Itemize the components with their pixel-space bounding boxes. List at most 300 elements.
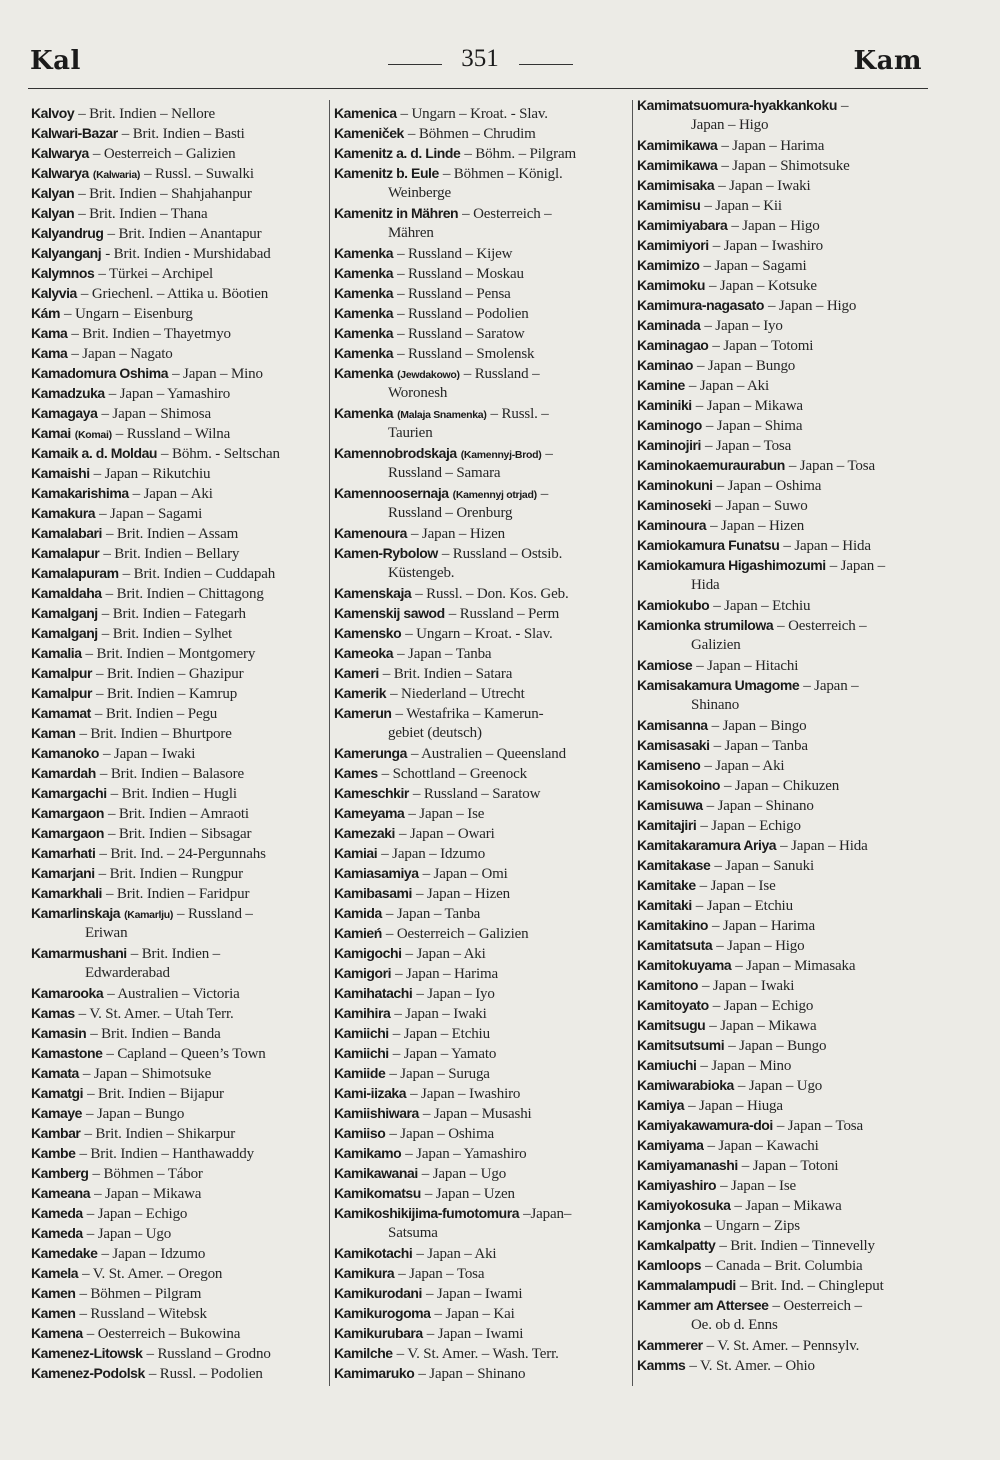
entry-name: Kamadomura Oshima xyxy=(31,365,169,381)
entry-location: – Niederland – Utrecht xyxy=(390,686,525,702)
entry-location: – Japan – Bingo xyxy=(711,718,807,734)
gazetteer-entry xyxy=(31,223,326,243)
gazetteer-entry xyxy=(31,823,326,843)
entry-line xyxy=(334,1003,628,1023)
entry-location: – Japan – Echigo xyxy=(700,818,801,834)
gazetteer-entry xyxy=(31,663,326,683)
entry-line xyxy=(637,1035,929,1055)
entry-name: Kamaldaha xyxy=(31,585,102,601)
gazetteer-entry xyxy=(31,1183,326,1203)
gazetteer-entry xyxy=(637,915,929,935)
entry-location: – Japan – Totoni xyxy=(741,1158,839,1174)
gazetteer-entry xyxy=(334,243,628,263)
gazetteer-entry xyxy=(334,1203,628,1243)
entry-name: Kamimiyabara xyxy=(637,217,728,233)
gazetteer-entry xyxy=(31,783,326,803)
gazetteer-entry xyxy=(637,455,929,475)
gazetteer-entry xyxy=(637,375,929,395)
entry-name: Kamerun xyxy=(334,705,392,721)
entry-location: – Japan – Hizen xyxy=(415,886,510,902)
entry-name: Kamen xyxy=(31,1305,76,1321)
entry-line xyxy=(637,255,929,275)
entry-name: Kalymnos xyxy=(31,265,95,281)
gazetteer-entry xyxy=(637,1155,929,1175)
entry-location: – Brit. Indien – Chittagong xyxy=(105,586,264,602)
entry-name: Kamenitz a. d. Linde xyxy=(334,145,461,161)
gazetteer-entry xyxy=(637,735,929,755)
gazetteer-entry xyxy=(334,263,628,283)
gazetteer-entry xyxy=(637,655,929,675)
entry-line xyxy=(334,803,628,823)
entry-line xyxy=(31,1243,326,1263)
entry-line xyxy=(637,615,929,635)
entry-line xyxy=(334,523,628,543)
entry-line xyxy=(334,643,628,663)
entry-name: Kames xyxy=(334,765,378,781)
entry-location: – Australien – Queensland xyxy=(410,746,566,762)
gazetteer-entry xyxy=(637,435,929,455)
entry-location: – Japan – Nagato xyxy=(71,346,173,362)
entry-line xyxy=(31,383,326,403)
entry-location: – Oesterreich – xyxy=(777,618,867,634)
entry-name: Kamenka xyxy=(334,245,394,261)
gazetteer-entry xyxy=(334,523,628,543)
gazetteer-entry xyxy=(637,895,929,915)
entry-alt-name: (Jewdakowo) xyxy=(397,369,460,381)
entry-name: Kameri xyxy=(334,665,379,681)
entry-name: Kamarkhali xyxy=(31,885,102,901)
entry-location: – Brit. Indien – Ghazipur xyxy=(95,666,244,682)
entry-line xyxy=(637,1195,929,1215)
gazetteer-entry xyxy=(31,143,326,163)
entry-line xyxy=(31,483,326,503)
entry-name: Kamień xyxy=(334,925,382,941)
gazetteer-entry xyxy=(334,1283,628,1303)
entry-line xyxy=(31,1003,326,1023)
entry-name: Kamikura xyxy=(334,1265,395,1281)
entry-line xyxy=(31,623,326,643)
entry-location: – Russland – Kijew xyxy=(397,246,513,262)
gazetteer-entry xyxy=(31,883,326,903)
gazetteer-entry xyxy=(31,803,326,823)
entry-line xyxy=(334,1043,628,1063)
entry-location: – Japan – Echigo xyxy=(86,1206,188,1222)
entry-line xyxy=(31,283,326,303)
gazetteer-entry xyxy=(334,923,628,943)
entry-name: Kamihatachi xyxy=(334,985,413,1001)
entry-name: Kamilche xyxy=(334,1345,393,1361)
gazetteer-entry xyxy=(334,1183,628,1203)
entry-location: – Brit. Indien – Assam xyxy=(105,526,239,542)
entry-name: Kamitatsuta xyxy=(637,937,713,953)
gazetteer-entry xyxy=(31,743,326,763)
entry-line xyxy=(31,743,326,763)
gazetteer-entry xyxy=(637,855,929,875)
entry-line xyxy=(637,475,929,495)
gazetteer-entry xyxy=(637,975,929,995)
entry-name: Kamalabari xyxy=(31,525,102,541)
gazetteer-entry xyxy=(637,1135,929,1155)
header-catchword-right: Kam xyxy=(853,46,922,76)
gazetteer-entry xyxy=(637,155,929,175)
entry-name: Kaminojiri xyxy=(637,437,701,453)
entry-line xyxy=(334,1123,628,1143)
entry-line xyxy=(637,195,929,215)
entry-location: – Oesterreich – xyxy=(772,1298,862,1314)
entry-location-continued: Mähren xyxy=(388,225,434,241)
entry-line xyxy=(31,1303,326,1323)
gazetteer-entry xyxy=(334,763,628,783)
entry-line xyxy=(334,1363,628,1383)
entry-line xyxy=(334,1323,628,1343)
entry-location: – V. St. Amer. – Ohio xyxy=(689,1358,815,1374)
entry-location: – Japan – Iwashiro xyxy=(410,1086,521,1102)
gazetteer-entry xyxy=(334,1143,628,1163)
entry-location-continued: Galizien xyxy=(691,637,741,653)
entry-name: Kamalpur xyxy=(31,665,92,681)
entry-name: Kamalganj xyxy=(31,625,98,641)
entry-line xyxy=(637,895,929,915)
entry-line-continued xyxy=(637,115,929,135)
entry-location: – Russland – Saratow xyxy=(412,786,541,802)
entry-name: Kaminoura xyxy=(637,517,707,533)
entry-line xyxy=(637,95,929,115)
entry-line xyxy=(637,1155,929,1175)
entry-location: – Japan – Iwami xyxy=(426,1326,524,1342)
entry-location: – Japan – Sagami xyxy=(99,506,203,522)
entry-line xyxy=(637,655,929,675)
gazetteer-entry xyxy=(334,1263,628,1283)
entry-location: – Russland – Ostsib. xyxy=(441,546,563,562)
entry-name: Kamalapur xyxy=(31,545,100,561)
entry-name: Kalvoy xyxy=(31,105,75,121)
entry-location-continued: Oe. ob d. Enns xyxy=(691,1317,778,1333)
entry-line xyxy=(334,883,628,903)
entry-line xyxy=(31,363,326,383)
entry-name: Kamimisu xyxy=(637,197,701,213)
entry-line xyxy=(334,1243,628,1263)
entry-name: Kám xyxy=(31,305,60,321)
entry-line xyxy=(334,863,628,883)
gazetteer-entry xyxy=(334,803,628,823)
entry-location: – Japan – Sanuki xyxy=(714,858,814,874)
entry-line xyxy=(637,1235,929,1255)
entry-alt-name: (Kalwaria) xyxy=(92,169,141,181)
gazetteer-entry xyxy=(334,403,628,443)
entry-line xyxy=(637,1075,929,1095)
header-rule xyxy=(28,88,928,89)
entry-line xyxy=(31,1263,326,1283)
entry-location: – Japan – Suwo xyxy=(715,498,808,514)
entry-name: Kamikurubara xyxy=(334,1325,423,1341)
entry-name: Kamiuchi xyxy=(637,1057,697,1073)
entry-location: – Japan – Harima xyxy=(721,138,825,154)
entry-location: – Japan – Aki xyxy=(688,378,770,394)
entry-location: – Japan – Mino xyxy=(700,1058,792,1074)
entry-location: – Japan – Shinano xyxy=(418,1366,526,1382)
entry-location: – Brit. Indien – Shikarpur xyxy=(84,1126,236,1142)
entry-location: – Japan – Iwashiro xyxy=(712,238,823,254)
entry-name: Kamena xyxy=(31,1325,83,1341)
entry-name: Kamardah xyxy=(31,765,96,781)
entry-name: Kambar xyxy=(31,1125,81,1141)
column-divider xyxy=(632,100,633,1386)
entry-location: – Japan – Yamato xyxy=(392,1046,497,1062)
entry-location: – Japan – Ise xyxy=(699,878,776,894)
entry-line xyxy=(637,335,929,355)
entry-line xyxy=(637,275,929,295)
entry-line xyxy=(31,343,326,363)
entry-line xyxy=(31,243,326,263)
entry-name: Kamaishi xyxy=(31,465,90,481)
entry-line xyxy=(31,803,326,823)
entry-line xyxy=(31,843,326,863)
gazetteer-entry xyxy=(637,795,929,815)
gazetteer-entry xyxy=(334,543,628,583)
gazetteer-entry xyxy=(31,1023,326,1043)
entry-line xyxy=(637,955,929,975)
entry-location: – Japan – Bungo xyxy=(728,1038,827,1054)
gazetteer-entry xyxy=(637,1255,929,1275)
entry-name: Kamerik xyxy=(334,685,387,701)
gazetteer-entry xyxy=(31,523,326,543)
gazetteer-entry xyxy=(31,423,326,443)
gazetteer-entry xyxy=(31,1123,326,1143)
entry-name: Kamarooka xyxy=(31,985,104,1001)
entry-location: – Brit. Indien – Kamrup xyxy=(95,686,238,702)
entry-line xyxy=(31,783,326,803)
entry-line xyxy=(31,603,326,623)
entry-name: Kalyanganj xyxy=(31,245,102,261)
entry-name: Kambe xyxy=(31,1145,76,1161)
entry-name: Kamarjani xyxy=(31,865,95,881)
entry-location: –Japan– xyxy=(523,1206,572,1222)
entry-name: Kamenskij sawod xyxy=(334,605,445,621)
entry-location: – Böhmen – Pilgram xyxy=(79,1286,202,1302)
entry-location: – Japan – Idzumo xyxy=(381,846,486,862)
gazetteer-entry xyxy=(334,1043,628,1063)
gazetteer-entry xyxy=(31,203,326,223)
entry-line xyxy=(637,1115,929,1135)
entry-line xyxy=(637,175,929,195)
entry-location: – Japan – Mimasaka xyxy=(735,958,856,974)
gazetteer-entry xyxy=(637,675,929,715)
gazetteer-entry xyxy=(31,123,326,143)
entry-line xyxy=(334,823,628,843)
gazetteer-entry xyxy=(334,1343,628,1363)
entry-alt-name: (Malaja Snamenka) xyxy=(397,409,487,421)
entry-name: Kamitaki xyxy=(637,897,692,913)
gazetteer-entry xyxy=(31,1283,326,1303)
entry-location: – Böhmen – Königl. xyxy=(442,166,563,182)
gazetteer-entry xyxy=(637,295,929,315)
entry-name: Kamiide xyxy=(334,1065,386,1081)
gazetteer-entry xyxy=(334,743,628,763)
gazetteer-entry xyxy=(31,843,326,863)
entry-line-continued xyxy=(31,923,326,943)
gazetteer-entry xyxy=(334,1023,628,1043)
entry-name: Kamitsutsumi xyxy=(637,1037,725,1053)
gazetteer-entry xyxy=(637,535,929,555)
entry-name: Kamadzuka xyxy=(31,385,105,401)
entry-location: – Russland – Moskau xyxy=(397,266,524,282)
entry-line xyxy=(637,755,929,775)
entry-line xyxy=(334,1103,628,1123)
entry-line xyxy=(334,443,628,463)
entry-name: Kamenka xyxy=(334,345,394,361)
entry-line xyxy=(31,1163,326,1183)
gazetteer-entry xyxy=(31,1303,326,1323)
gazetteer-entry xyxy=(637,1095,929,1115)
gazetteer-entry xyxy=(334,1003,628,1023)
entry-location: – Brit. Indien – Thana xyxy=(78,206,208,222)
entry-line xyxy=(334,163,628,183)
entry-location-continued: Küstengeb. xyxy=(388,565,455,581)
entry-location: – Japan – Higo xyxy=(716,938,805,954)
entry-line-continued xyxy=(637,1315,929,1335)
entry-line xyxy=(31,1103,326,1123)
entry-line xyxy=(334,403,628,423)
entry-line xyxy=(31,703,326,723)
entry-name: Kaminogo xyxy=(637,417,702,433)
entry-line xyxy=(334,1023,628,1043)
entry-location: – Ungarn – Kroat. - Slav. xyxy=(400,106,548,122)
entry-name: Kamennobrodskaja xyxy=(334,445,457,461)
gazetteer-entry xyxy=(31,463,326,483)
entry-name: Kamakarishima xyxy=(31,485,129,501)
entry-location: – Japan – Iwaki xyxy=(394,1006,487,1022)
gazetteer-entry xyxy=(637,395,929,415)
entry-line xyxy=(31,143,326,163)
entry-location: – Japan – Ugo xyxy=(86,1226,172,1242)
gazetteer-entry xyxy=(637,1015,929,1035)
entry-name: Kamakura xyxy=(31,505,96,521)
entry-location: – Japan – Kotsuke xyxy=(708,278,817,294)
gazetteer-entry xyxy=(334,903,628,923)
gazetteer-entry xyxy=(31,103,326,123)
entry-line xyxy=(31,163,326,183)
entry-line xyxy=(637,555,929,575)
entry-location: – Brit. Indien – Shahjahanpur xyxy=(78,186,252,202)
entry-line xyxy=(637,155,929,175)
entry-name: Kamenskaja xyxy=(334,585,412,601)
entry-line xyxy=(637,735,929,755)
entry-location: – Japan – Mikawa xyxy=(695,398,803,414)
entry-location: – Japan – Suruga xyxy=(389,1066,490,1082)
gazetteer-entry xyxy=(31,1003,326,1023)
gazetteer-entry xyxy=(334,143,628,163)
entry-location: – Japan – Tosa xyxy=(704,438,792,454)
gazetteer-entry xyxy=(637,415,929,435)
entry-name: Kamensko xyxy=(334,625,402,641)
entry-line xyxy=(334,583,628,603)
entry-location: – xyxy=(540,486,549,502)
gazetteer-entry xyxy=(637,495,929,515)
entry-line xyxy=(31,943,326,963)
entry-name: Kamiokamura Funatsu xyxy=(637,537,780,553)
gazetteer-entry xyxy=(334,883,628,903)
entry-location: – Brit. Indien – Banda xyxy=(90,1026,221,1042)
entry-location: – Russl. – Suwalki xyxy=(144,166,254,182)
gazetteer-entry xyxy=(31,323,326,343)
entry-location: – Japan – Rikutchiu xyxy=(93,466,211,482)
entry-location: – xyxy=(840,98,849,114)
entry-location: – Russland – Perm xyxy=(448,606,560,622)
entry-line xyxy=(637,875,929,895)
entry-line xyxy=(334,543,628,563)
entry-line xyxy=(31,1023,326,1043)
entry-line xyxy=(334,343,628,363)
entry-location: – V. St. Amer. – Utah Terr. xyxy=(78,1006,234,1022)
entry-name: Kamenka xyxy=(334,325,394,341)
gazetteer-entry xyxy=(31,443,326,463)
entry-line-continued xyxy=(334,423,628,443)
entry-name: Kamimatsuomura-hyakkankoku xyxy=(637,97,837,113)
entry-name: Kamiokubo xyxy=(637,597,710,613)
gazetteer-entry xyxy=(31,863,326,883)
entry-line xyxy=(334,1343,628,1363)
entry-name: Kamatgi xyxy=(31,1085,84,1101)
gazetteer-entry xyxy=(637,175,929,195)
entry-location: – Japan – xyxy=(803,678,859,694)
entry-line xyxy=(31,423,326,443)
entry-name: Kamiyokosuka xyxy=(637,1197,731,1213)
entry-location: – Böhm. - Seltschan xyxy=(161,446,280,462)
entry-line xyxy=(637,1295,929,1315)
entry-name: Kamanoko xyxy=(31,745,99,761)
entry-name: Kamikurogoma xyxy=(334,1305,431,1321)
entry-location: – Russl. – Don. Kos. Geb. xyxy=(415,586,569,602)
gazetteer-entry xyxy=(334,823,628,843)
entry-line xyxy=(637,135,929,155)
entry-location: – Brit. Indien – Bellary xyxy=(103,546,240,562)
entry-location: – Japan – Aki xyxy=(132,486,213,502)
entry-line xyxy=(31,123,326,143)
entry-line xyxy=(31,643,326,663)
entry-name: Kamai xyxy=(31,425,71,441)
entry-name: Kamaik a. d. Moldau xyxy=(31,445,158,461)
entry-location: – Japan – Tosa xyxy=(788,458,875,474)
entry-location: – Japan – Kai xyxy=(434,1306,515,1322)
entry-name: Kamiichi xyxy=(334,1045,389,1061)
entry-name: Kamenka xyxy=(334,285,394,301)
entry-location: – V. St. Amer. – Pennsylv. xyxy=(706,1338,860,1354)
gazetteer-entry xyxy=(637,1215,929,1235)
entry-line xyxy=(31,823,326,843)
gazetteer-entry xyxy=(334,303,628,323)
entry-location: – Ungarn – Kroat. - Slav. xyxy=(405,626,553,642)
entry-location: – Böhm. – Pilgram xyxy=(464,146,576,162)
entry-location-continued: Russland – Samara xyxy=(388,465,501,481)
entry-name: Kamela xyxy=(31,1265,79,1281)
entry-line xyxy=(334,683,628,703)
entry-line xyxy=(31,683,326,703)
gazetteer-entry xyxy=(334,343,628,363)
gazetteer-entry xyxy=(334,623,628,643)
gazetteer-entry xyxy=(637,995,929,1015)
entry-name: Kamastone xyxy=(31,1045,103,1061)
entry-name: Kamiyashiro xyxy=(637,1177,717,1193)
entry-name: Kamitakase xyxy=(637,857,711,873)
gazetteer-entry xyxy=(31,683,326,703)
entry-location: – Japan – Etchiu xyxy=(695,898,793,914)
entry-line xyxy=(334,1303,628,1323)
entry-name: Kamagaya xyxy=(31,405,98,421)
entry-name: Kamargaon xyxy=(31,825,104,841)
entry-location: – Russland – Grodno xyxy=(146,1346,271,1362)
gazetteer-entry xyxy=(637,1355,929,1375)
entry-line xyxy=(637,415,929,435)
